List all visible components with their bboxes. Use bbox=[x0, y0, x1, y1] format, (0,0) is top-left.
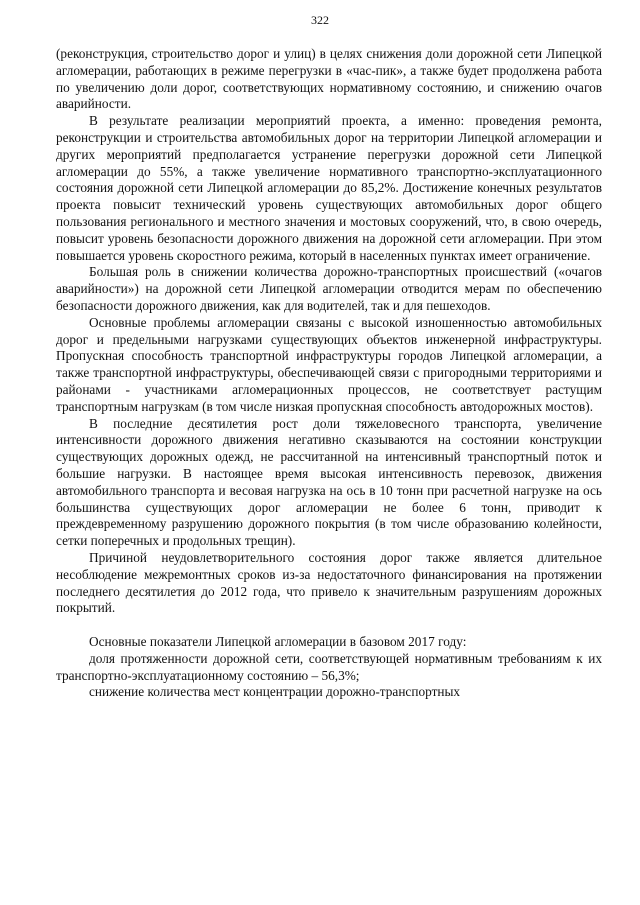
document-body bbox=[56, 46, 602, 701]
paragraph-main-problems: Основные проблемы агломерации связаны с высокой изношенностью автомобильных дорог и предельными нагрузками существующих объектов инженерной инфраструктуры. Пропускная способность транспортной инфраструктуры городов Липецкой агломерации, а также транспортной инфраструктуры, обеспечивающей связи с пригородными территориями и районами - участниками агломерационных процессов, не соответствует растущим транспортным нагрузкам (в том числе низкая пропускная способность автодорожных мостов). bbox=[56, 314, 602, 414]
paragraph-continuation: (реконструкция, строительство дорог и улиц) в целях снижения доли дорожной сети Липецкой агломерации, работающих в режиме перегрузки в «час-пик», а также будет продолжена работа по увеличению доли дорог, соответствующих нормативному состоянию, и снижению очагов аварийности. bbox=[56, 46, 602, 112]
indicator-item: доля протяженности дорожной сети, соответствующей нормативным требованиям к их транспортно-эксплуатационному состоянию – 56,3%; bbox=[56, 650, 602, 683]
page-number: 322 bbox=[311, 13, 329, 27]
paragraph-heavy-transport: В последние десятилетия рост доли тяжеловесного транспорта, увеличение интенсивности дорожного движения негативно сказываются на состоянии конструкции существующих дорожных одежд, не рассчитанной на интенсивный транспортный поток и большие нагрузки. В настоящее время высокая интенсивность перевозок, движения автомобильного транспорта и весовая нагрузка на ось в 10 тонн при расчетной нагрузке на ось большинства существующих дорог агломерации не более 6 тонн, приводит к преждевременному разрушению дорожного покрытия (в том числе образованию колейности, сетки поперечных и продольных трещин). bbox=[56, 415, 602, 549]
section-gap bbox=[56, 617, 602, 634]
paragraph-unsatisfactory-condition: Причиной неудовлетворительного состояния дорог также является длительное несоблюдение межремонтных сроков из-за недостаточного финансирования на протяжении последнего десятилетия до 2012 года, что привело к значительным разрушениям дорожных покрытий. bbox=[56, 549, 602, 616]
indicators-heading: Основные показатели Липецкой агломерации в базовом 2017 году: bbox=[89, 634, 467, 650]
paragraph-project-results: В результате реализации мероприятий проекта, а именно: проведения ремонта, реконструкции и строительства автомобильных дорог на территории Липецкой агломерации и других мероприятий предполагается устранение перегрузки дорожной сети Липецкой агломерации до 55%, а также увеличение нормативного транспортно-эксплуатационного состояния дорожной сети Липецкой агломерации до 85,2%. Достижение конечных результатов проекта повысит технический уровень существующих автомобильных дорог общего пользования регионального и местного значения и мостовых сооружений, что, в свою очередь, повысит уровень безопасности дорожного движения на дорожной сети агломерации. При этом повышается уровень скоростного режима, который в населенных пунктах имеет ограничение. bbox=[56, 113, 602, 263]
indicator-item: снижение количества мест концентрации дорожно-транспортных bbox=[89, 684, 461, 700]
paragraph-road-safety: Большая роль в снижении количества дорожно-транспортных происшествий («очагов аварийности») на дорожной сети Липецкой агломерации отводится мерам по обеспечению безопасности дорожного движения, как для водителей, так и для пешеходов. bbox=[56, 264, 602, 313]
